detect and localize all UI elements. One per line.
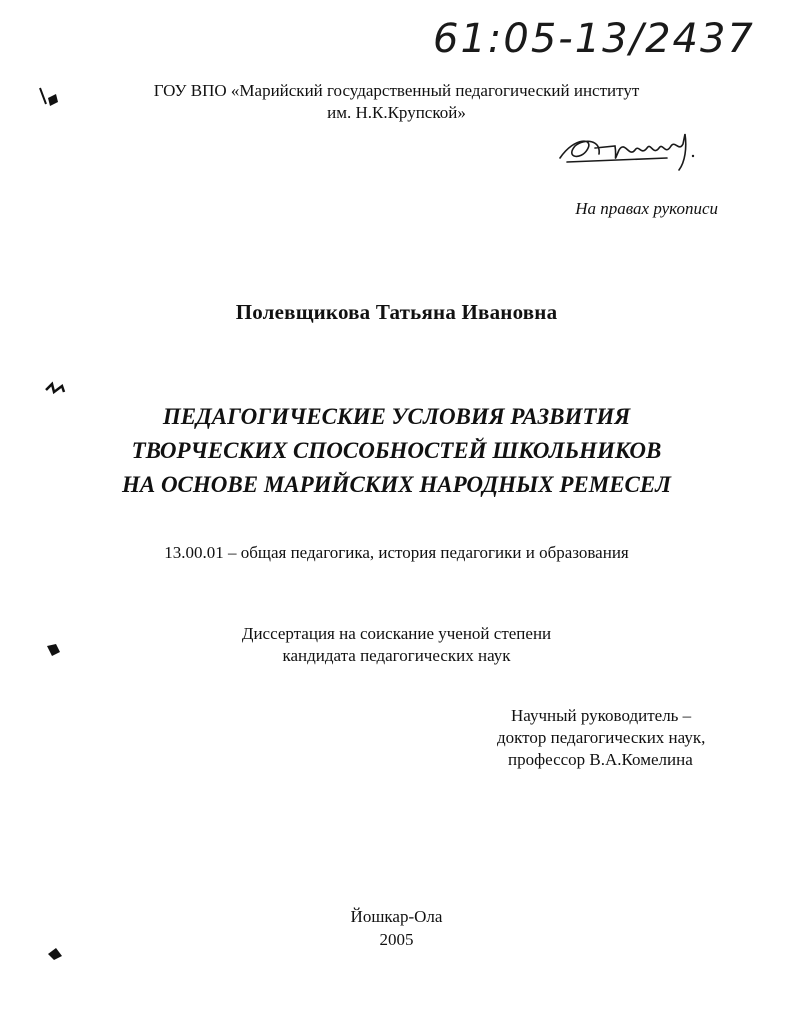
scan-mark-2 bbox=[44, 380, 68, 396]
title-line-1: ПЕДАГОГИЧЕСКИЕ УСЛОВИЯ РАЗВИТИЯ bbox=[162, 404, 631, 429]
institute-header bbox=[0, 80, 793, 124]
advisor-line-2: доктор педагогических наук, bbox=[497, 728, 706, 747]
handwritten-catalog-code bbox=[425, 4, 755, 64]
advisor-line-3: профессор В.А.Комелина bbox=[508, 750, 693, 769]
degree-line-1: Диссертация на соискание ученой степени bbox=[241, 624, 552, 643]
specialty-code: 13.00.01 – общая педагогика, история педагогики и образования bbox=[164, 543, 629, 562]
dissertation-title bbox=[0, 400, 793, 502]
scientific-advisor bbox=[497, 705, 737, 771]
advisor-line-1: Научный руководитель – bbox=[511, 706, 692, 725]
title-line-2: ТВОРЧЕСКИХ СПОСОБНОСТЕЙ ШКОЛЬНИКОВ bbox=[131, 438, 662, 463]
svg-text:61:05-13/2437: 61:05-13/2437 bbox=[433, 16, 755, 62]
year: 2005 bbox=[379, 930, 414, 949]
institute-line-2: им. Н.К.Крупской» bbox=[327, 103, 466, 122]
manuscript-rights-note: На правах рукописи bbox=[575, 199, 718, 218]
city: Йошкар-Ола bbox=[350, 907, 443, 926]
scan-mark-4 bbox=[44, 944, 68, 964]
place-and-year bbox=[0, 905, 793, 951]
degree-line-2: кандидата педагогических наук bbox=[282, 646, 511, 665]
scan-mark-3 bbox=[44, 640, 68, 660]
author-name: Полевщикова Татьяна Ивановна bbox=[235, 300, 558, 324]
institute-line-1: ГОУ ВПО «Марийский государственный педагогический институт bbox=[153, 81, 640, 100]
title-line-3: НА ОСНОВЕ МАРИЙСКИХ НАРОДНЫХ РЕМЕСЕЛ bbox=[121, 472, 672, 497]
signature bbox=[555, 128, 705, 183]
degree-statement bbox=[0, 623, 793, 667]
scan-mark-1 bbox=[36, 84, 66, 114]
